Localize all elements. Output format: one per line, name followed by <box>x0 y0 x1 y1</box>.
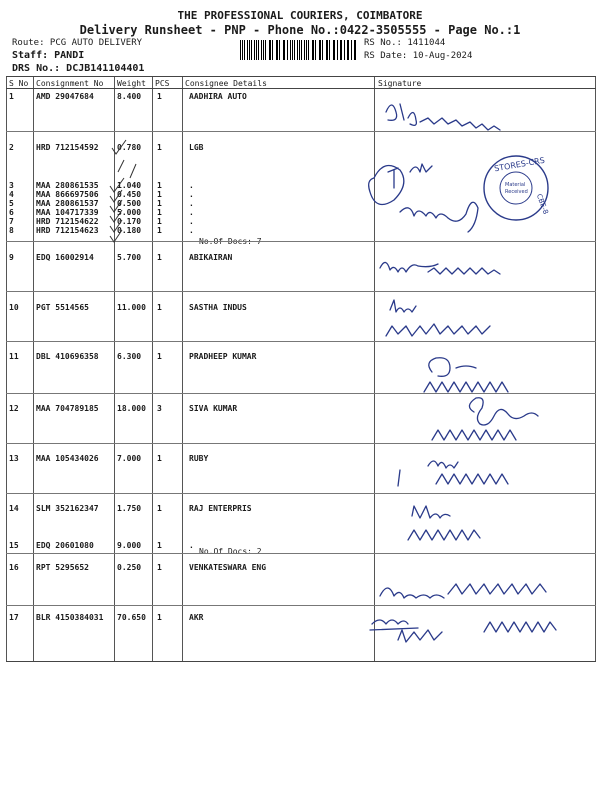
row-pcs-cell: 1 <box>157 208 162 217</box>
row-pcs-cell: 1 <box>157 92 162 101</box>
col-header-weight: Weight <box>117 79 146 88</box>
row-cons-cell: MAA 866697506 <box>36 190 99 199</box>
row-weight-cell: 5.000 <box>117 208 142 217</box>
signature-mark <box>432 430 516 440</box>
check-mark <box>110 178 124 192</box>
col-header-consignee: Consignee Details <box>185 79 267 88</box>
row-pcs-cell: 1 <box>157 352 162 361</box>
row-sno-cell: 11 <box>9 352 19 361</box>
signature-mark <box>412 506 450 518</box>
row-sno-cell: 14 <box>9 504 19 513</box>
row-details-cell: AKR <box>189 613 204 622</box>
staff-label: Staff: PANDI <box>12 50 85 61</box>
row-details-cell: VENKATESWARA ENG <box>189 563 267 572</box>
row-weight-cell: 0.500 <box>117 199 142 208</box>
row-sno-cell: 15 <box>9 541 19 550</box>
row-details-cell: PRADHEEP KUMAR <box>189 352 257 361</box>
signature-mark <box>408 530 480 540</box>
row-cons-cell: MAA 105434026 <box>36 454 99 463</box>
row-pcs-cell: 1 <box>157 613 162 622</box>
row-weight-cell: 70.650 <box>117 613 146 622</box>
row-weight-cell: 0.170 <box>117 217 142 226</box>
col-header-sno: S No <box>9 79 29 88</box>
stamp-top-text: STORES-CRS <box>493 155 546 174</box>
row-weight-cell: 11.000 <box>117 303 146 312</box>
row-weight-cell: 1.750 <box>117 504 142 513</box>
row-cons-cell: RPT 5295652 <box>36 563 89 572</box>
row-details-cell: RUBY <box>189 454 209 463</box>
col-header-signature: Signature <box>378 79 422 88</box>
signature-mark <box>370 620 418 630</box>
signature-mark <box>448 584 546 594</box>
row-details-cell: . <box>189 190 194 199</box>
row-weight-cell: 6.300 <box>117 352 142 361</box>
row-weight-cell: 0.180 <box>117 226 142 235</box>
row-details-cell: . <box>189 541 194 550</box>
signature-mark <box>390 300 416 312</box>
docs-note-group2: No.Of Docs: 2 <box>199 547 262 556</box>
row-sno-cell: 13 <box>9 454 19 463</box>
docs-note-group1: No.Of Docs: 7 <box>199 237 262 246</box>
stamp-center-text-1: Material <box>505 182 526 188</box>
row-cons-cell: HRD 712154622 <box>36 217 99 226</box>
row-sno-cell: 3 <box>9 181 14 190</box>
row-details-cell: . <box>189 181 194 190</box>
row-cons-cell: DBL 410696358 <box>36 352 99 361</box>
row-weight-cell: 18.000 <box>117 404 146 413</box>
check-mark <box>118 160 136 178</box>
row-sno-cell: 16 <box>9 563 19 572</box>
row-cons-cell: HRD 712154623 <box>36 226 99 235</box>
row-sno-cell: 17 <box>9 613 19 622</box>
row-weight-cell: 8.400 <box>117 92 142 101</box>
row-cons-cell: MAA 704789185 <box>36 404 99 413</box>
row-details-cell: . <box>189 199 194 208</box>
row-details-cell: SASTHA INDUS <box>189 303 247 312</box>
row-cons-cell: HRD 712154592 <box>36 143 99 152</box>
stamp-center-text-2: Received <box>505 189 528 195</box>
drs-number: DRS No.: DCJB141104401 <box>12 63 145 74</box>
row-details-cell: . <box>189 217 194 226</box>
col-header-consignment: Consignment No <box>36 79 104 88</box>
row-cons-cell: BLR 4150384031 <box>36 613 104 622</box>
row-sno-cell: 8 <box>9 226 14 235</box>
row-details-cell: SIVA KUMAR <box>189 404 238 413</box>
row-sno-cell: 5 <box>9 199 14 208</box>
col-header-pcs: PCS <box>155 79 170 88</box>
row-pcs-cell: 1 <box>157 563 162 572</box>
check-mark <box>110 200 122 212</box>
row-weight-cell: 0.250 <box>117 563 142 572</box>
signature-mark <box>484 622 556 632</box>
signature-mark <box>436 474 508 484</box>
row-sno-cell: 9 <box>9 253 14 262</box>
check-mark <box>110 210 122 222</box>
signature-mark <box>420 118 500 130</box>
row-sno-cell: 7 <box>9 217 14 226</box>
check-mark <box>110 190 122 202</box>
row-pcs-cell: 1 <box>157 143 162 152</box>
row-weight-cell: 5.700 <box>117 253 142 262</box>
signature-mark <box>380 588 444 598</box>
signature-mark <box>428 268 500 274</box>
row-sno-cell: 1 <box>9 92 14 101</box>
row-pcs-cell: 1 <box>157 541 162 550</box>
row-cons-cell: MAA 104717339 <box>36 208 99 217</box>
signature-mark <box>429 358 476 377</box>
row-pcs-cell: 1 <box>157 226 162 235</box>
row-details-cell: LGB <box>189 143 204 152</box>
row-cons-cell: PGT 5514565 <box>36 303 89 312</box>
row-details-cell: ABIKAIRAN <box>189 253 233 262</box>
signature-mark <box>469 398 538 425</box>
row-pcs-cell: 1 <box>157 181 162 190</box>
row-weight-cell: 9.000 <box>117 541 142 550</box>
company-title: THE PROFESSIONAL COURIERS, COIMBATORE <box>177 9 423 22</box>
row-pcs-cell: 1 <box>157 190 162 199</box>
row-pcs-cell: 3 <box>157 404 162 413</box>
row-cons-cell: MAA 280861537 <box>36 199 99 208</box>
signature-mark <box>424 382 508 392</box>
rs-date: RS Date: 10-Aug-2024 <box>364 51 473 61</box>
row-sno-cell: 4 <box>9 190 14 199</box>
signature-mark <box>386 104 416 125</box>
row-pcs-cell: 1 <box>157 303 162 312</box>
row-cons-cell: MAA 280861535 <box>36 181 99 190</box>
check-mark <box>110 230 122 242</box>
check-mark <box>112 140 126 154</box>
row-weight-cell: 0.450 <box>117 190 142 199</box>
row-sno-cell: 2 <box>9 143 14 152</box>
row-pcs-cell: 1 <box>157 199 162 208</box>
row-sno-cell: 10 <box>9 303 19 312</box>
row-cons-cell: EDQ 16002914 <box>36 253 94 262</box>
row-details-cell: AADHIRA AUTO <box>189 92 247 101</box>
check-mark <box>110 220 122 232</box>
signature-mark <box>398 630 442 642</box>
signature-mark <box>386 324 490 336</box>
row-details-cell: . <box>189 226 194 235</box>
route-label: Route: PCG AUTO DELIVERY <box>12 38 143 48</box>
row-sno-cell: 6 <box>9 208 14 217</box>
row-cons-cell: EDQ 20601080 <box>36 541 94 550</box>
row-details-cell: . <box>189 208 194 217</box>
row-pcs-cell: 1 <box>157 454 162 463</box>
signature-mark <box>388 168 398 188</box>
signature-mark <box>410 164 432 172</box>
signature-mark <box>369 166 404 205</box>
material-received-stamp <box>484 156 550 220</box>
row-weight-cell: 7.000 <box>117 454 142 463</box>
row-cons-cell: AMD 29047684 <box>36 92 94 101</box>
row-pcs-cell: 1 <box>157 217 162 226</box>
row-sno-cell: 12 <box>9 404 19 413</box>
row-cons-cell: SLM 352162347 <box>36 504 99 513</box>
runsheet-subtitle: Delivery Runsheet - PNP - Phone No.:0422-3505555 - Page No.:1 <box>79 23 521 37</box>
row-pcs-cell: 1 <box>157 504 162 513</box>
rs-number: RS No.: 1411044 <box>364 38 446 48</box>
row-weight-cell: 0.780 <box>117 143 142 152</box>
row-pcs-cell: 1 <box>157 253 162 262</box>
signature-mark <box>400 202 478 232</box>
stamp-side-text: CBE-8 <box>534 192 550 216</box>
row-details-cell: RAJ ENTERPRIS <box>189 504 252 513</box>
row-weight-cell: 1.040 <box>117 181 142 190</box>
